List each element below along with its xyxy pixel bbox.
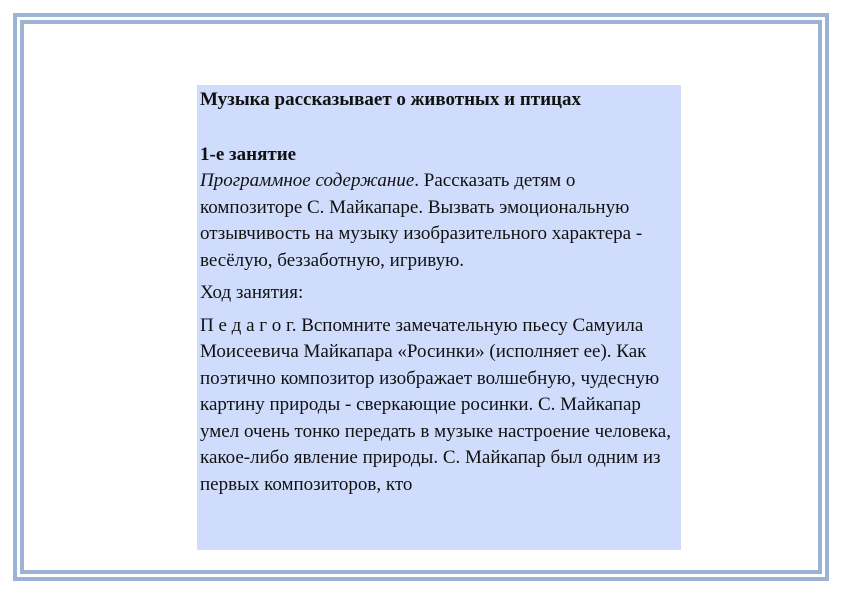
lesson-heading: 1-е занятие bbox=[200, 143, 297, 165]
program-paragraph bbox=[200, 168, 678, 274]
program-label: Программное содержание bbox=[200, 170, 415, 191]
slide-title: Музыка рассказывает о животных и птицах bbox=[200, 89, 581, 110]
program-text: . Рассказать детям о композиторе С. Майкапаре. Вызвать эмоциональную отзывчивость на музыку изобразительного характера - весёлую, беззаботную, игривую. bbox=[200, 170, 643, 271]
text-box bbox=[197, 85, 681, 550]
course-label: Ход занятия: bbox=[200, 282, 304, 303]
teacher-paragraph: П е д а г о г. Вспомните замечательную пьесу Самуила Моисеевича Майкапара «Росинки» (исполняет ее). Как поэтично композитор изображает волшебную, чудесную картину природы - сверкающие росинки. С. Майкапар умел очень тонко передать в музыке настроение человека, какое-либо явление природы. С. Майкапар был одним из первых композиторов, кто bbox=[200, 314, 671, 495]
